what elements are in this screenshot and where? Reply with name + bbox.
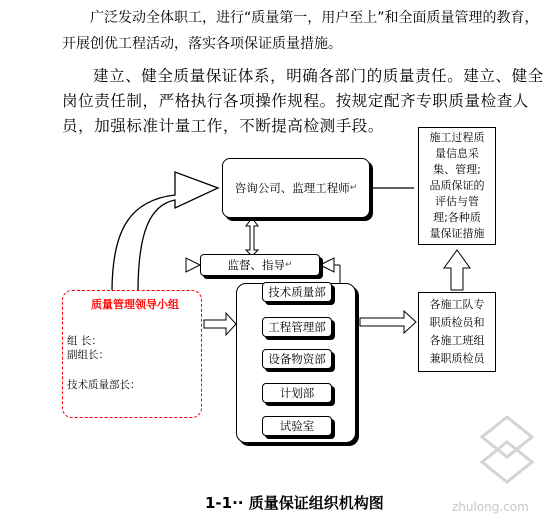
quality-info-line: 集、管理; bbox=[433, 163, 481, 176]
quality-info-line: 量信息采 bbox=[435, 147, 479, 160]
quality-info-line: 理;各种质 bbox=[433, 211, 481, 224]
leader-line-tech-minister: 技术质量部长： bbox=[67, 379, 141, 391]
figure-caption: 1-1·· 质量保证组织机构图 bbox=[205, 494, 384, 512]
watermark-text: zhulong.com bbox=[452, 500, 529, 514]
team-inspector-line: 各施工班组 bbox=[429, 334, 485, 347]
dept-laboratory: 试验室 bbox=[262, 416, 332, 436]
team-inspector-line: 各施工队专 bbox=[429, 298, 485, 311]
watermark-logo-icon bbox=[472, 412, 542, 492]
supervise-guide-box bbox=[200, 254, 320, 276]
consult-supervisor-box bbox=[222, 158, 370, 218]
dept-team-arrow bbox=[360, 311, 416, 333]
quality-info-box bbox=[418, 127, 496, 245]
paragraph-1: 广泛发动全体职工，进行“质量第一，用户至上”和全面质量管理的教育，开展创优工程活动，落实各项保证质量措施。 bbox=[62, 10, 539, 52]
team-inspector-line: 兼职质检员 bbox=[429, 352, 485, 365]
consult-box-label: 咨询公司、监理工程师 bbox=[234, 181, 350, 195]
quality-leader-group-box bbox=[62, 290, 202, 418]
paragraph-2: 建立、健全质量保证体系，明确各部门的质量责任。建立、健全岗位责任制，严格执行各项操作规程。按规定配齐专职质量检查人员，加强标准计量工作，不断提高检测手段。 bbox=[62, 67, 544, 135]
leader-line-deputy: 副组长： bbox=[67, 349, 109, 361]
quality-info-line: 施工过程质 bbox=[429, 131, 485, 144]
team-inspector-line: 职质检员和 bbox=[429, 316, 485, 329]
quality-info-line: 量保证措施 bbox=[429, 227, 485, 240]
supervise-box-label: 监督、指导 bbox=[227, 258, 285, 272]
consult-supervise-arrow bbox=[246, 218, 258, 256]
leader-line-leader: 组 长： bbox=[67, 335, 102, 347]
team-inspector-box bbox=[418, 292, 496, 372]
leader-group-title: 质量管理领导小组 bbox=[91, 298, 179, 311]
leader-dept-arrow bbox=[204, 313, 236, 335]
dept-tech-quality: 技术质量部 bbox=[262, 282, 332, 302]
supervise-left-arrow bbox=[186, 258, 200, 272]
dept-planning: 计划部 bbox=[262, 383, 332, 403]
return-mark: ↵ bbox=[284, 260, 293, 270]
supervise-right-arrow bbox=[320, 258, 334, 272]
return-mark: ↵ bbox=[349, 183, 358, 193]
team-info-arrow bbox=[444, 250, 470, 290]
dept-engineering: 工程管理部 bbox=[262, 317, 332, 337]
quality-info-line: 品质保证的 bbox=[429, 179, 485, 192]
dept-equipment: 设备物资部 bbox=[262, 349, 332, 369]
quality-info-line: 评估与管 bbox=[435, 195, 479, 208]
